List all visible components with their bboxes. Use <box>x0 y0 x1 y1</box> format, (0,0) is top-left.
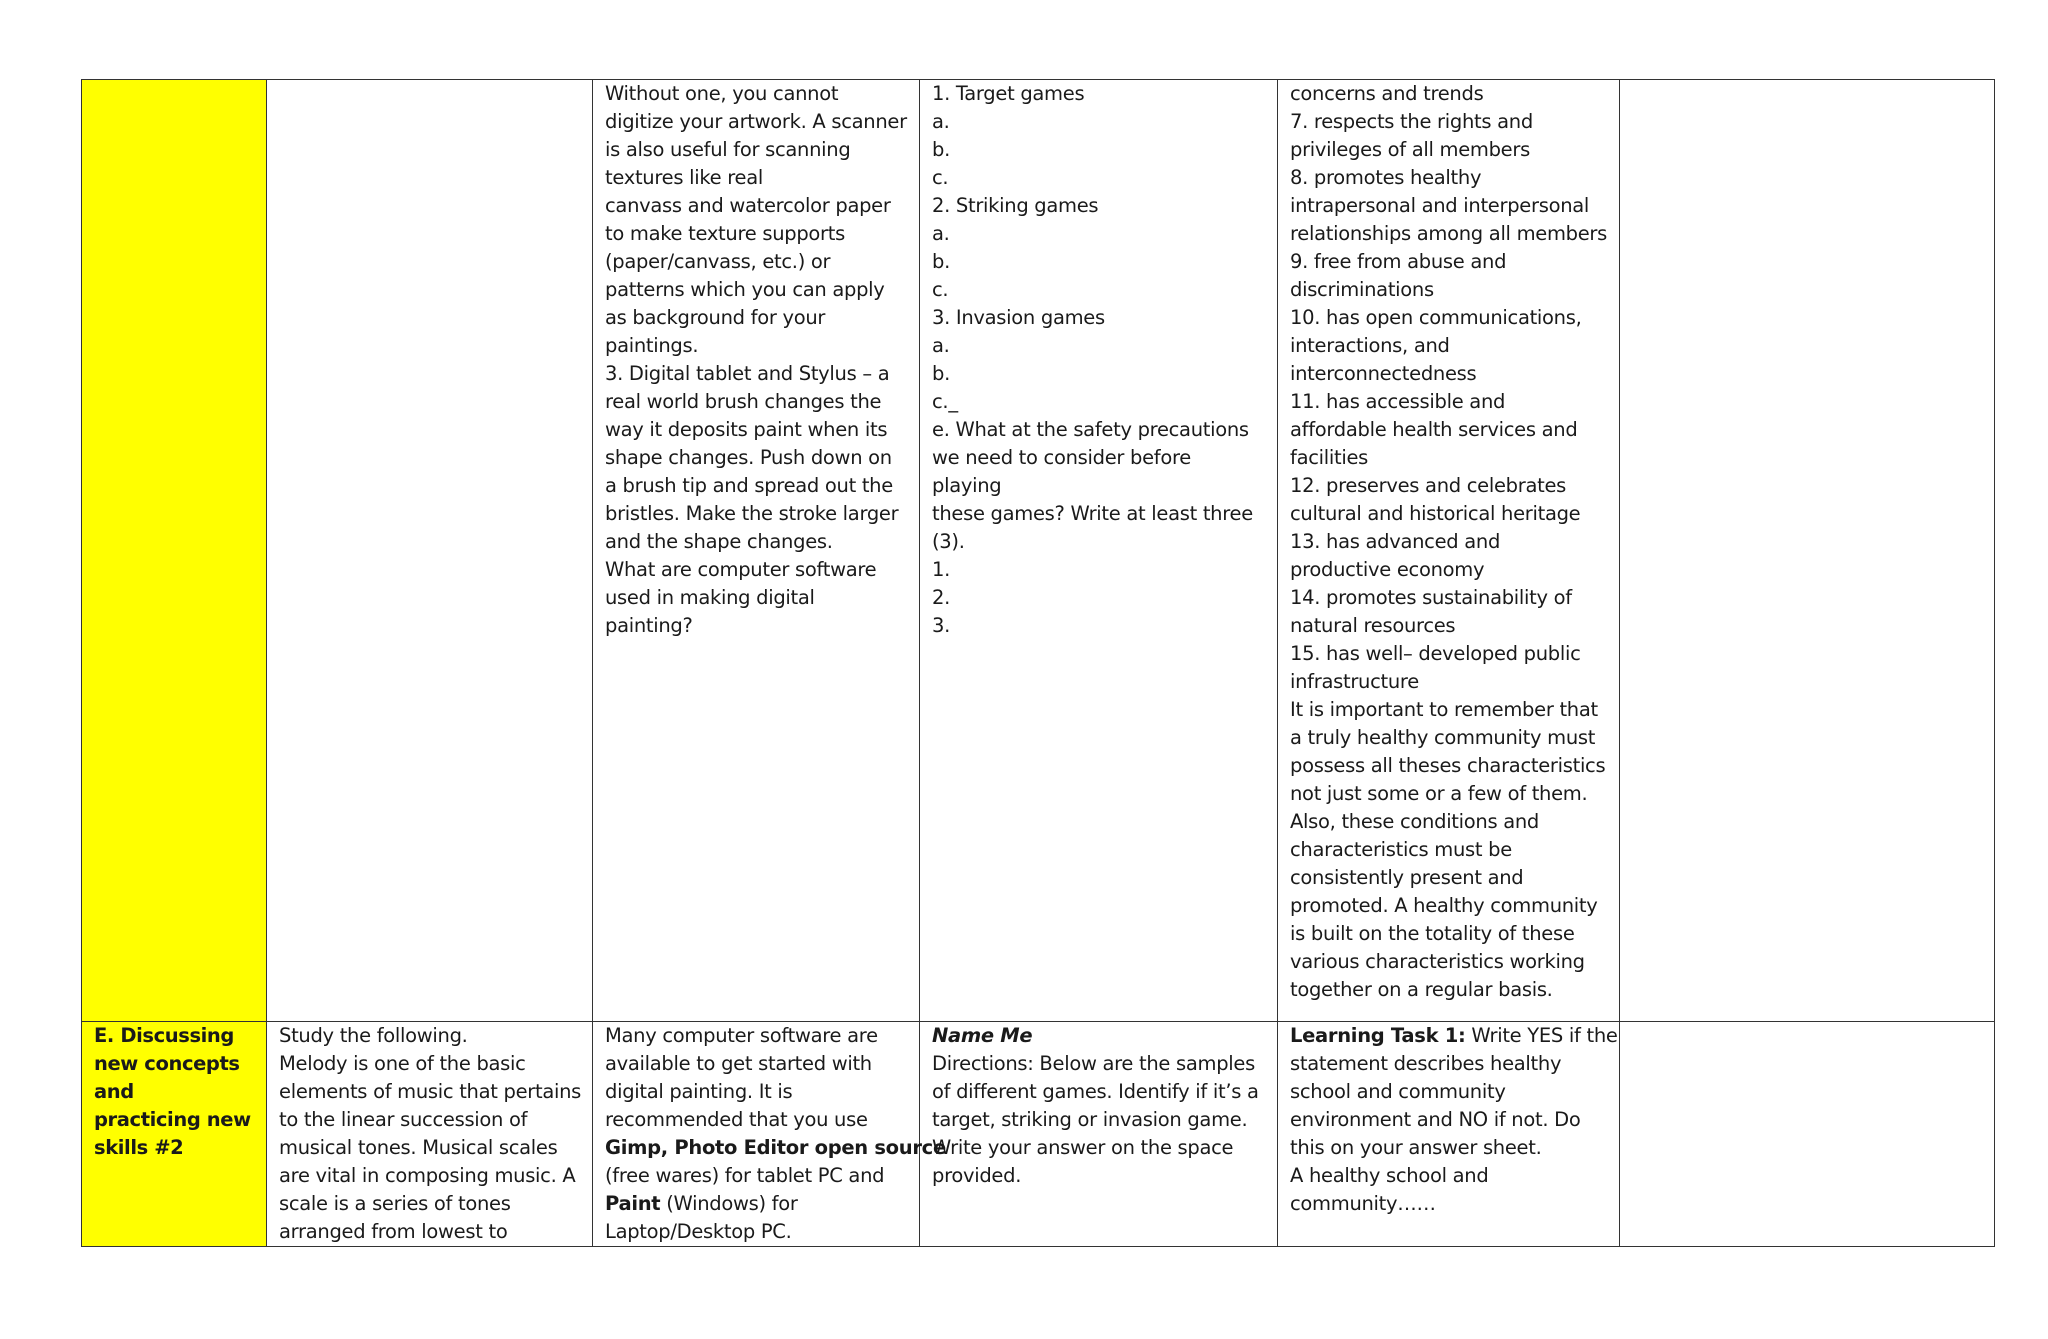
software-name-paint: Paint <box>605 1192 661 1215</box>
content-cell-col4 <box>920 1022 1278 1247</box>
cell-text-fragment: (Windows) for <box>660 1192 798 1215</box>
cell-text-line: discriminations <box>1290 278 1434 301</box>
cell-text-line: a. <box>932 334 950 357</box>
content-cell-col3 <box>593 1022 946 1247</box>
cell-text-line: real world brush changes the <box>605 390 882 413</box>
table-row <box>82 80 1995 1022</box>
cell-text-line: digital painting. It is <box>605 1080 793 1103</box>
cell-text-line: E. Discussing <box>94 1024 234 1047</box>
cell-text-line: is also useful for scanning <box>605 138 851 161</box>
cell-text-line: Without one, you cannot <box>605 82 839 105</box>
cell-text-line: provided. <box>932 1164 1022 1187</box>
cell-text-line: Write your answer on the space <box>932 1136 1234 1159</box>
cell-text-line: and the shape changes. <box>605 530 833 553</box>
cell-text-line: b. <box>932 362 950 385</box>
cell-text-line: 9. free from abuse and <box>1290 250 1507 273</box>
cell-text-line: painting? <box>605 614 693 637</box>
cell-text-line: productive economy <box>1290 558 1485 581</box>
cell-text-line: bristles. Make the stroke larger <box>605 502 899 525</box>
cell-text-line: recommended that you use <box>605 1108 868 1131</box>
cell-text-line: textures like real <box>605 166 763 189</box>
cell-text-line: 3. Invasion games <box>932 306 1105 329</box>
cell-text-line: characteristics must be <box>1290 838 1512 861</box>
cell-text-line: a. <box>932 110 950 133</box>
cell-text-line: facilities <box>1290 446 1369 469</box>
content-cell-col2 <box>267 1022 593 1247</box>
cell-text-line: possess all theses characteristics <box>1290 754 1606 777</box>
cell-text-line: not just some or a few of them. <box>1290 782 1588 805</box>
cell-text-line: new concepts <box>94 1052 240 1075</box>
cell-text-line: school and community <box>1290 1080 1506 1103</box>
content-cell-col4 <box>920 80 1278 1022</box>
cell-text-line: musical tones. Musical scales <box>279 1136 558 1159</box>
cell-text-line <box>605 1190 907 1218</box>
cell-text-line: 3. Digital tablet and Stylus – a <box>605 362 890 385</box>
cell-text-line: e. What at the safety precautions <box>932 418 1249 441</box>
cell-text-line: Melody is one of the basic <box>279 1052 526 1075</box>
cell-text-line: canvass and watercolor paper <box>605 194 891 217</box>
cell-text-line: Laptop/Desktop PC. <box>605 1220 792 1243</box>
cell-text-line: paintings. <box>605 334 699 357</box>
cell-text-line: is built on the totality of these <box>1290 922 1575 945</box>
cell-text-line: concerns and trends <box>1290 82 1484 105</box>
cell-text-line: a. <box>932 222 950 245</box>
cell-text-line: infrastructure <box>1290 670 1419 693</box>
cell-text-line: are vital in composing music. A <box>279 1164 576 1187</box>
cell-text-line: What are computer software <box>605 558 877 581</box>
cell-text-line: together on a regular basis. <box>1290 978 1553 1001</box>
cell-text-line: 12. preserves and celebrates <box>1290 474 1567 497</box>
table-row <box>82 1022 1995 1247</box>
content-cell-col5 <box>1278 1022 1620 1247</box>
cell-text-line: various characteristics working <box>1290 950 1585 973</box>
cell-text-line: affordable health services and <box>1290 418 1578 441</box>
cell-text-line: 3. <box>932 614 951 637</box>
cell-text-line: It is important to remember that <box>1290 698 1598 721</box>
cell-text-line: as background for your <box>605 306 826 329</box>
cell-text-line: to make texture supports <box>605 222 845 245</box>
cell-text-line <box>1290 1022 1618 1050</box>
cell-text-line: community…… <box>1290 1192 1436 1215</box>
cell-text-line: 13. has advanced and <box>1290 530 1501 553</box>
cell-text-line: available to get started with <box>605 1052 872 1075</box>
cell-text-fragment: Write YES if the <box>1465 1024 1618 1047</box>
content-cell-col6 <box>1620 80 1995 1022</box>
cell-text-line: Directions: Below are the samples <box>932 1052 1255 1075</box>
cell-text-line: playing <box>932 474 1002 497</box>
content-cell-col6 <box>1620 1022 1995 1247</box>
cell-text-line: this on your answer sheet. <box>1290 1136 1542 1159</box>
cell-text-line: 14. promotes sustainability of <box>1290 586 1572 609</box>
cell-text-line: scale is a series of tones <box>279 1192 511 1215</box>
cell-text-line: practicing new <box>94 1108 251 1131</box>
cell-text-line: 11. has accessible and <box>1290 390 1506 413</box>
cell-text-line: interactions, and <box>1290 334 1450 357</box>
cell-text-line: these games? Write at least three <box>932 502 1253 525</box>
cell-text-line: b. <box>932 138 950 161</box>
cell-text-line: interconnectedness <box>1290 362 1477 385</box>
cell-text-line-bold: Gimp, Photo Editor open source <box>605 1136 946 1159</box>
cell-text-line: a brush tip and spread out the <box>605 474 893 497</box>
content-cell-col3 <box>593 80 920 1022</box>
cell-text-line: promoted. A healthy community <box>1290 894 1598 917</box>
cell-text-line: target, striking or invasion game. <box>932 1108 1248 1131</box>
cell-text-line: (paper/canvass, etc.) or <box>605 250 831 273</box>
cell-text-line: natural resources <box>1290 614 1456 637</box>
cell-text-line: 10. has open communications, <box>1290 306 1582 329</box>
cell-text-line: way it deposits paint when its <box>605 418 888 441</box>
section-label-cell <box>82 80 267 1022</box>
cell-text-line: to the linear succession of <box>279 1108 528 1131</box>
cell-text-line: consistently present and <box>1290 866 1524 889</box>
cell-text-line: we need to consider before <box>932 446 1191 469</box>
cell-text-line: 15. has well– developed public <box>1290 642 1581 665</box>
cell-text-line: cultural and historical heritage <box>1290 502 1581 525</box>
cell-text-line: Many computer software are <box>605 1024 878 1047</box>
cell-text-line: 1. <box>932 558 951 581</box>
cell-text-line: statement describes healthy <box>1290 1052 1562 1075</box>
cell-text-line: (free wares) for tablet PC and <box>605 1164 885 1187</box>
cell-text-line: 2. <box>932 586 951 609</box>
content-cell-col2 <box>267 80 593 1022</box>
cell-text-line: a truly healthy community must <box>1290 726 1596 749</box>
cell-text-line: 1. Target games <box>932 82 1085 105</box>
cell-text-line: and <box>94 1080 134 1103</box>
cell-text-line: A healthy school and <box>1290 1164 1489 1187</box>
cell-text-line: arranged from lowest to <box>279 1220 508 1243</box>
cell-text-line: b. <box>932 250 950 273</box>
cell-text-line: 7. respects the rights and <box>1290 110 1533 133</box>
cell-text-line: c. <box>932 278 949 301</box>
cell-text-line: environment and NO if not. Do <box>1290 1108 1581 1131</box>
cell-text-line: c. <box>932 166 949 189</box>
cell-text-line: patterns which you can apply <box>605 278 885 301</box>
cell-text-line: Also, these conditions and <box>1290 810 1540 833</box>
cell-text-line: skills #2 <box>94 1136 184 1159</box>
cell-text-line: shape changes. Push down on <box>605 446 892 469</box>
cell-text-line: relationships among all members <box>1290 222 1608 245</box>
cell-text-line: used in making digital <box>605 586 815 609</box>
activity-title: Name Me <box>932 1024 1033 1047</box>
cell-text-line: intrapersonal and interpersonal <box>1290 194 1590 217</box>
cell-text-line: of different games. Identify if it’s a <box>932 1080 1259 1103</box>
cell-text-line: elements of music that pertains <box>279 1080 582 1103</box>
lesson-plan-table <box>81 79 1995 1247</box>
task-label: Learning Task 1: <box>1290 1024 1466 1047</box>
cell-text-line: c._ <box>932 390 958 413</box>
cell-text-line: privileges of all members <box>1290 138 1530 161</box>
section-label-cell <box>82 1022 267 1247</box>
cell-text-line: digitize your artwork. A scanner <box>605 110 907 133</box>
content-cell-col5 <box>1278 80 1620 1022</box>
cell-text-line: Study the following. <box>279 1024 468 1047</box>
cell-text-line: 2. Striking games <box>932 194 1099 217</box>
cell-text-line: (3). <box>932 530 965 553</box>
cell-text-line: 8. promotes healthy <box>1290 166 1482 189</box>
